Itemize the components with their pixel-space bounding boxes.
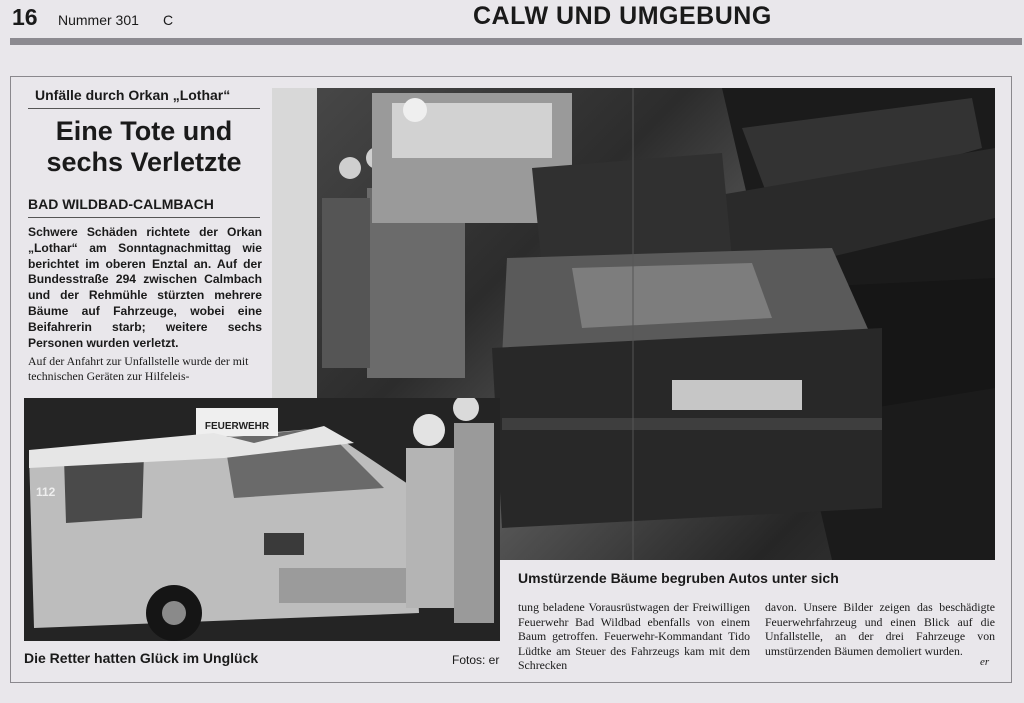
main-photo-caption: Umstürzende Bäume begruben Autos unter sich: [518, 570, 839, 586]
page-number: 16: [12, 4, 38, 30]
small-photo: [24, 398, 500, 641]
small-photo-illustration: [24, 398, 500, 641]
article-headline: [28, 116, 260, 178]
photo-credit: Fotos: er: [452, 653, 500, 667]
article-body-col1: Auf der Anfahrt zur Unfallstelle wurde der mit technischen Geräten zur Hilfeleis-: [28, 354, 249, 383]
edition-letter: C: [163, 12, 174, 28]
article-lead: Schwere Schäden richtete der Orkan „Lothar“ am Sonntagnachmittag wie berichtet im oberen Enztal an. Auf der Bundesstraße 294 zwischen Calmbach und der Rehmühle stürzten mehrere Bäume auf Fahrzeuge, wobei eine Beifahrerin starb; weitere sechs Personen wurden verletzt.: [28, 225, 262, 350]
issue-number: Nummer 301: [58, 12, 139, 28]
headline-line-2: sechs Verletzte: [46, 147, 242, 177]
header-rule: [10, 38, 1022, 45]
article-kicker: Unfälle durch Orkan „Lothar“: [35, 87, 231, 103]
headline-line-1: Eine Tote und: [55, 116, 233, 146]
article-dateline: BAD WILDBAD-CALMBACH: [28, 196, 214, 212]
section-title: CALW UND UMGEBUNG: [473, 2, 772, 30]
small-photo-caption: Die Retter hatten Glück im Unglück: [24, 650, 259, 666]
article-body-col2: tung beladene Vorausrüstwagen der Freiwilligen Feuerwehr Bad Wildbad ebenfalls von einem Baum getroffen. Feuerwehr-Kommandant Tido Lüdtke am Steuer des Fahrzeugs kam mit dem Schrecken: [518, 600, 750, 673]
vehicle-number: 112: [36, 485, 56, 499]
dateline-rule: [28, 217, 260, 218]
article-body-col3: davon. Unsere Bilder zeigen das beschädigte Feuerwehrfahrzeug und einen Blick auf die Unfallstelle, an der drei Fahrzeuge von umstürzenden Bäumen demoliert wurden.: [765, 600, 995, 658]
kicker-rule: [28, 108, 260, 109]
fire-engine-sign: FEUERWEHR: [204, 421, 270, 432]
author-signature: er: [980, 656, 990, 668]
